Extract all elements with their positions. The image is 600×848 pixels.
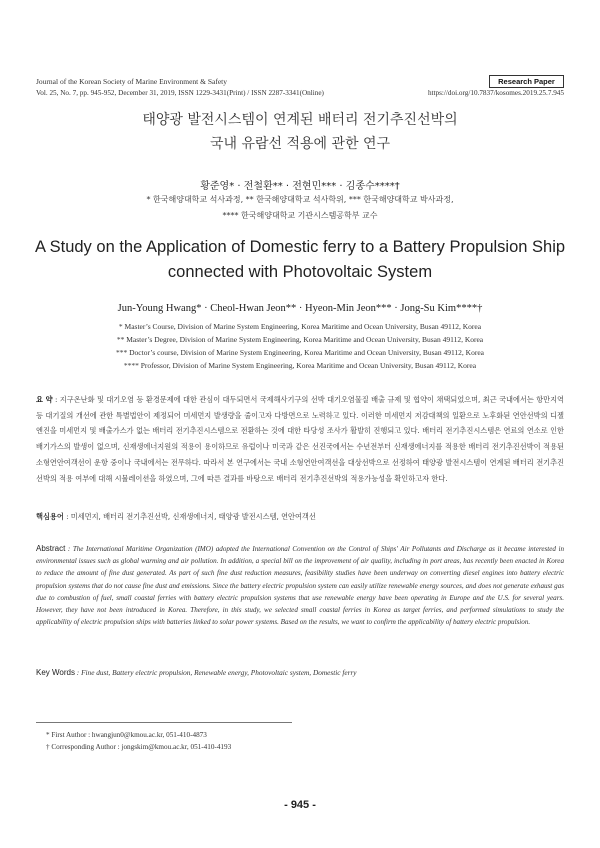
footnote-corresponding-author: † Corresponding Author : jongskim@kmou.ac.kr, 051-410-4193 bbox=[46, 743, 232, 751]
korean-title-line-1: 태양광 발전시스템이 연계된 배터리 전기추진선박의 bbox=[142, 112, 458, 128]
article-type-badge: Research Paper bbox=[489, 75, 564, 88]
english-keywords-text: : Fine dust, Battery electric propulsion, Renewable energy, Photovoltaic system, Domestic ferry bbox=[74, 668, 357, 677]
korean-abstract bbox=[36, 392, 564, 486]
korean-abstract-label: 요 약 bbox=[36, 395, 53, 404]
korean-authors: 황준영* · 전철환** · 전현민*** · 김종수****† bbox=[200, 181, 400, 192]
korean-affiliation-1: * 한국해양대학교 석사과정, ** 한국해양대학교 석사학위, *** 한국해양대학교 박사과정, bbox=[146, 195, 454, 204]
english-affiliation-4: **** Professor, Division of Marine System Engineering, Korea Maritime and Ocean University, Busan 49112, Korea bbox=[123, 361, 477, 370]
english-keywords bbox=[36, 668, 564, 677]
english-affiliation-1: * Master’s Course, Division of Marine System Engineering, Korea Maritime and Ocean University, Busan 49112, Korea bbox=[118, 322, 482, 331]
journal-name: Journal of the Korean Society of Marine Environment & Safety bbox=[36, 77, 227, 86]
english-title-line-1: A Study on the Application of Domestic ferry to a Battery Propulsion Ship bbox=[34, 238, 566, 256]
footnote-divider bbox=[36, 722, 292, 723]
english-affiliation-3: *** Doctor’s course, Division of Marine System Engineering, Korea Maritime and Ocean University, Busan 49112, Korea bbox=[116, 348, 484, 357]
english-affiliation-2: ** Master’s Degree, Division of Marine System Engineering, Korea Maritime and Ocean University, Busan 49112, Korea bbox=[116, 335, 484, 344]
english-authors: Jun-Young Hwang* · Cheol-Hwan Jeon** · Hyeon-Min Jeon*** · Jong-Su Kim****† bbox=[117, 303, 483, 314]
korean-affiliation-2: **** 한국해양대학교 기관시스템공학부 교수 bbox=[222, 211, 378, 220]
footnote-first-author: * First Author : hwangjun0@kmou.ac.kr, 051-410-4873 bbox=[46, 731, 207, 739]
page-number: - 945 - bbox=[284, 799, 316, 811]
korean-keywords-text: : 미세먼지, 배터리 전기추진선박, 신재생에너지, 태양광 발전시스템, 연안여객선 bbox=[63, 512, 316, 521]
korean-keywords bbox=[36, 512, 564, 522]
english-title-line-2: connected with Photovoltaic System bbox=[167, 263, 433, 281]
english-abstract-label: Abstract bbox=[36, 544, 66, 553]
korean-title-line-2: 국내 유람선 적용에 관한 연구 bbox=[209, 136, 391, 152]
english-abstract-text: : The International Maritime Organization (IMO) adopted the International Convention on the Control of Ships' Air Pollutants and Discharge as it became interested in environmental issues such as global warming and air pollution. In addition, a special bill on the improvement of air quality, including in port areas, has recently been enacted in Korea to reduce the amount of fine dust generated. As part of such fine dust reduction measures, feasibility studies have been underway on converting diesel engines into battery electric propulsion systems that do not cause fine dust and emissions. Since the battery electric propulsion system can easily utilize renewable energy sources, and does not generate exhaust gas due to combustion of fuel, small coastal ferries with battery electric propulsion systems that use renewable energy have been operating in Europe and the U.S. for several years. However, they have not been introduced in Korea. Therefore, in this study, we selected small coastal ferries in Korea as target ferries, and performed simulations to study the applicability of electric propulsion ships with batteries linked to solar power systems. Based on the results, we want to confirm the applicability of battery electric propulsion. bbox=[36, 545, 564, 627]
korean-abstract-text: : 지구온난화 및 대기오염 등 환경문제에 대한 관심이 대두되면서 국제해사기구의 선박 대기오염물질 배출 규제 및 협약이 채택되었으며, 최근 국내에서는 항만지역 등 대기질의 개선에 관한 특별법안이 제정되어 미세먼지 발생량을 줄이고자 다방면으로 노력하고 있다. 이러한 미세먼지 저감대책의 일환으로 노후화된 연안선박의 디젤엔진을 미세먼지 및 배출가스가 없는 배터리 전기추진시스템으로 전환하는 것에 대한 타당성 조사가 활발히 진행되고 있다. 배터리 전기추진시스템은 연료의 연소로 인한 배기가스의 발생이 없으며, 신재생에너지원의 적용이 용이하므로 유럽이나 미국과 같은 선진국에서는 수년전부터 신재생에너지를 적용한 배터리 전기추진선박이 적용된 소형연안여객선이 운항 중이나 국내에서는 전무하다. 따라서 본 연구에서는 국내 소형연안여객선을 대상선박으로 선정하여 태양광 발전시스템이 연계된 배터리 전기추진선박의 적용 여부에 대해 시뮬레이션을 하였으며, 그에 따른 결과를 바탕으로 배터리 전기추진선박의 적용가능성을 확인하고자 한다. bbox=[36, 395, 564, 483]
english-keywords-label: Key Words bbox=[36, 668, 75, 677]
doi-link[interactable]: https://doi.org/10.7837/kosomes.2019.25.7.945 bbox=[427, 89, 564, 97]
volume-line: Vol. 25, No. 7, pp. 945-952, December 31, 2019, ISSN 1229-3431(Print) / ISSN 2287-3341(Online) bbox=[36, 89, 324, 97]
english-abstract bbox=[36, 543, 564, 628]
korean-keywords-label: 핵심용어 bbox=[36, 512, 64, 521]
